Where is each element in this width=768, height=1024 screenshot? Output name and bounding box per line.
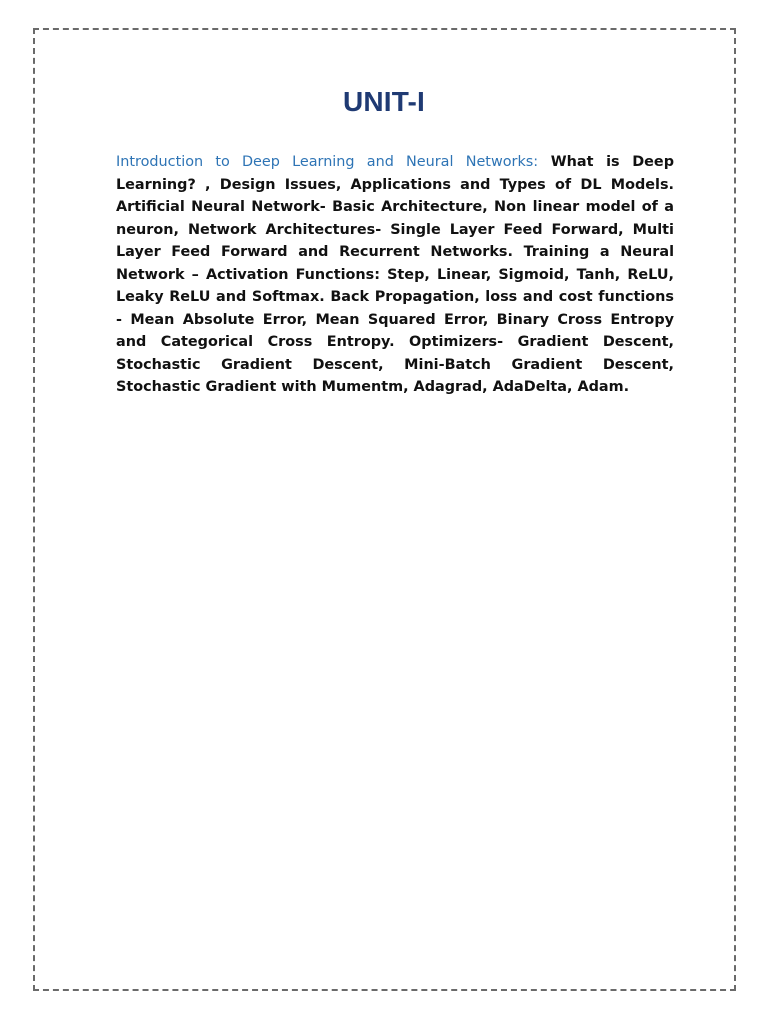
unit-title: UNIT-I — [342, 86, 426, 117]
section-heading: Introduction to Deep Learning and Neural Networks: — [116, 154, 539, 170]
syllabus-paragraph — [116, 151, 674, 399]
section-body: What is Deep Learning? , Design Issues, Applications and Types of DL Models. Artificial Neural Network- Basic Architecture, Non linear model of a neuron, Network Architectures- Single Layer Feed Forward, Multi Layer Feed Forward and Recurrent Networks. Training a Neural Network – Activation Functions: Step, Linear, Sigmoid, Tanh, ReLU, Leaky ReLU and Softmax. Back Propagation, loss and cost functions - Mean Absolute Error, Mean Squared Error, Binary Cross Entropy and Categorical Cross Entropy. Optimizers- Gradient Descent, Stochastic Gradient Descent, Mini-Batch Gradient Descent, Stochastic Gradient with Mumentm, Adagrad, AdaDelta, Adam. — [116, 154, 674, 395]
